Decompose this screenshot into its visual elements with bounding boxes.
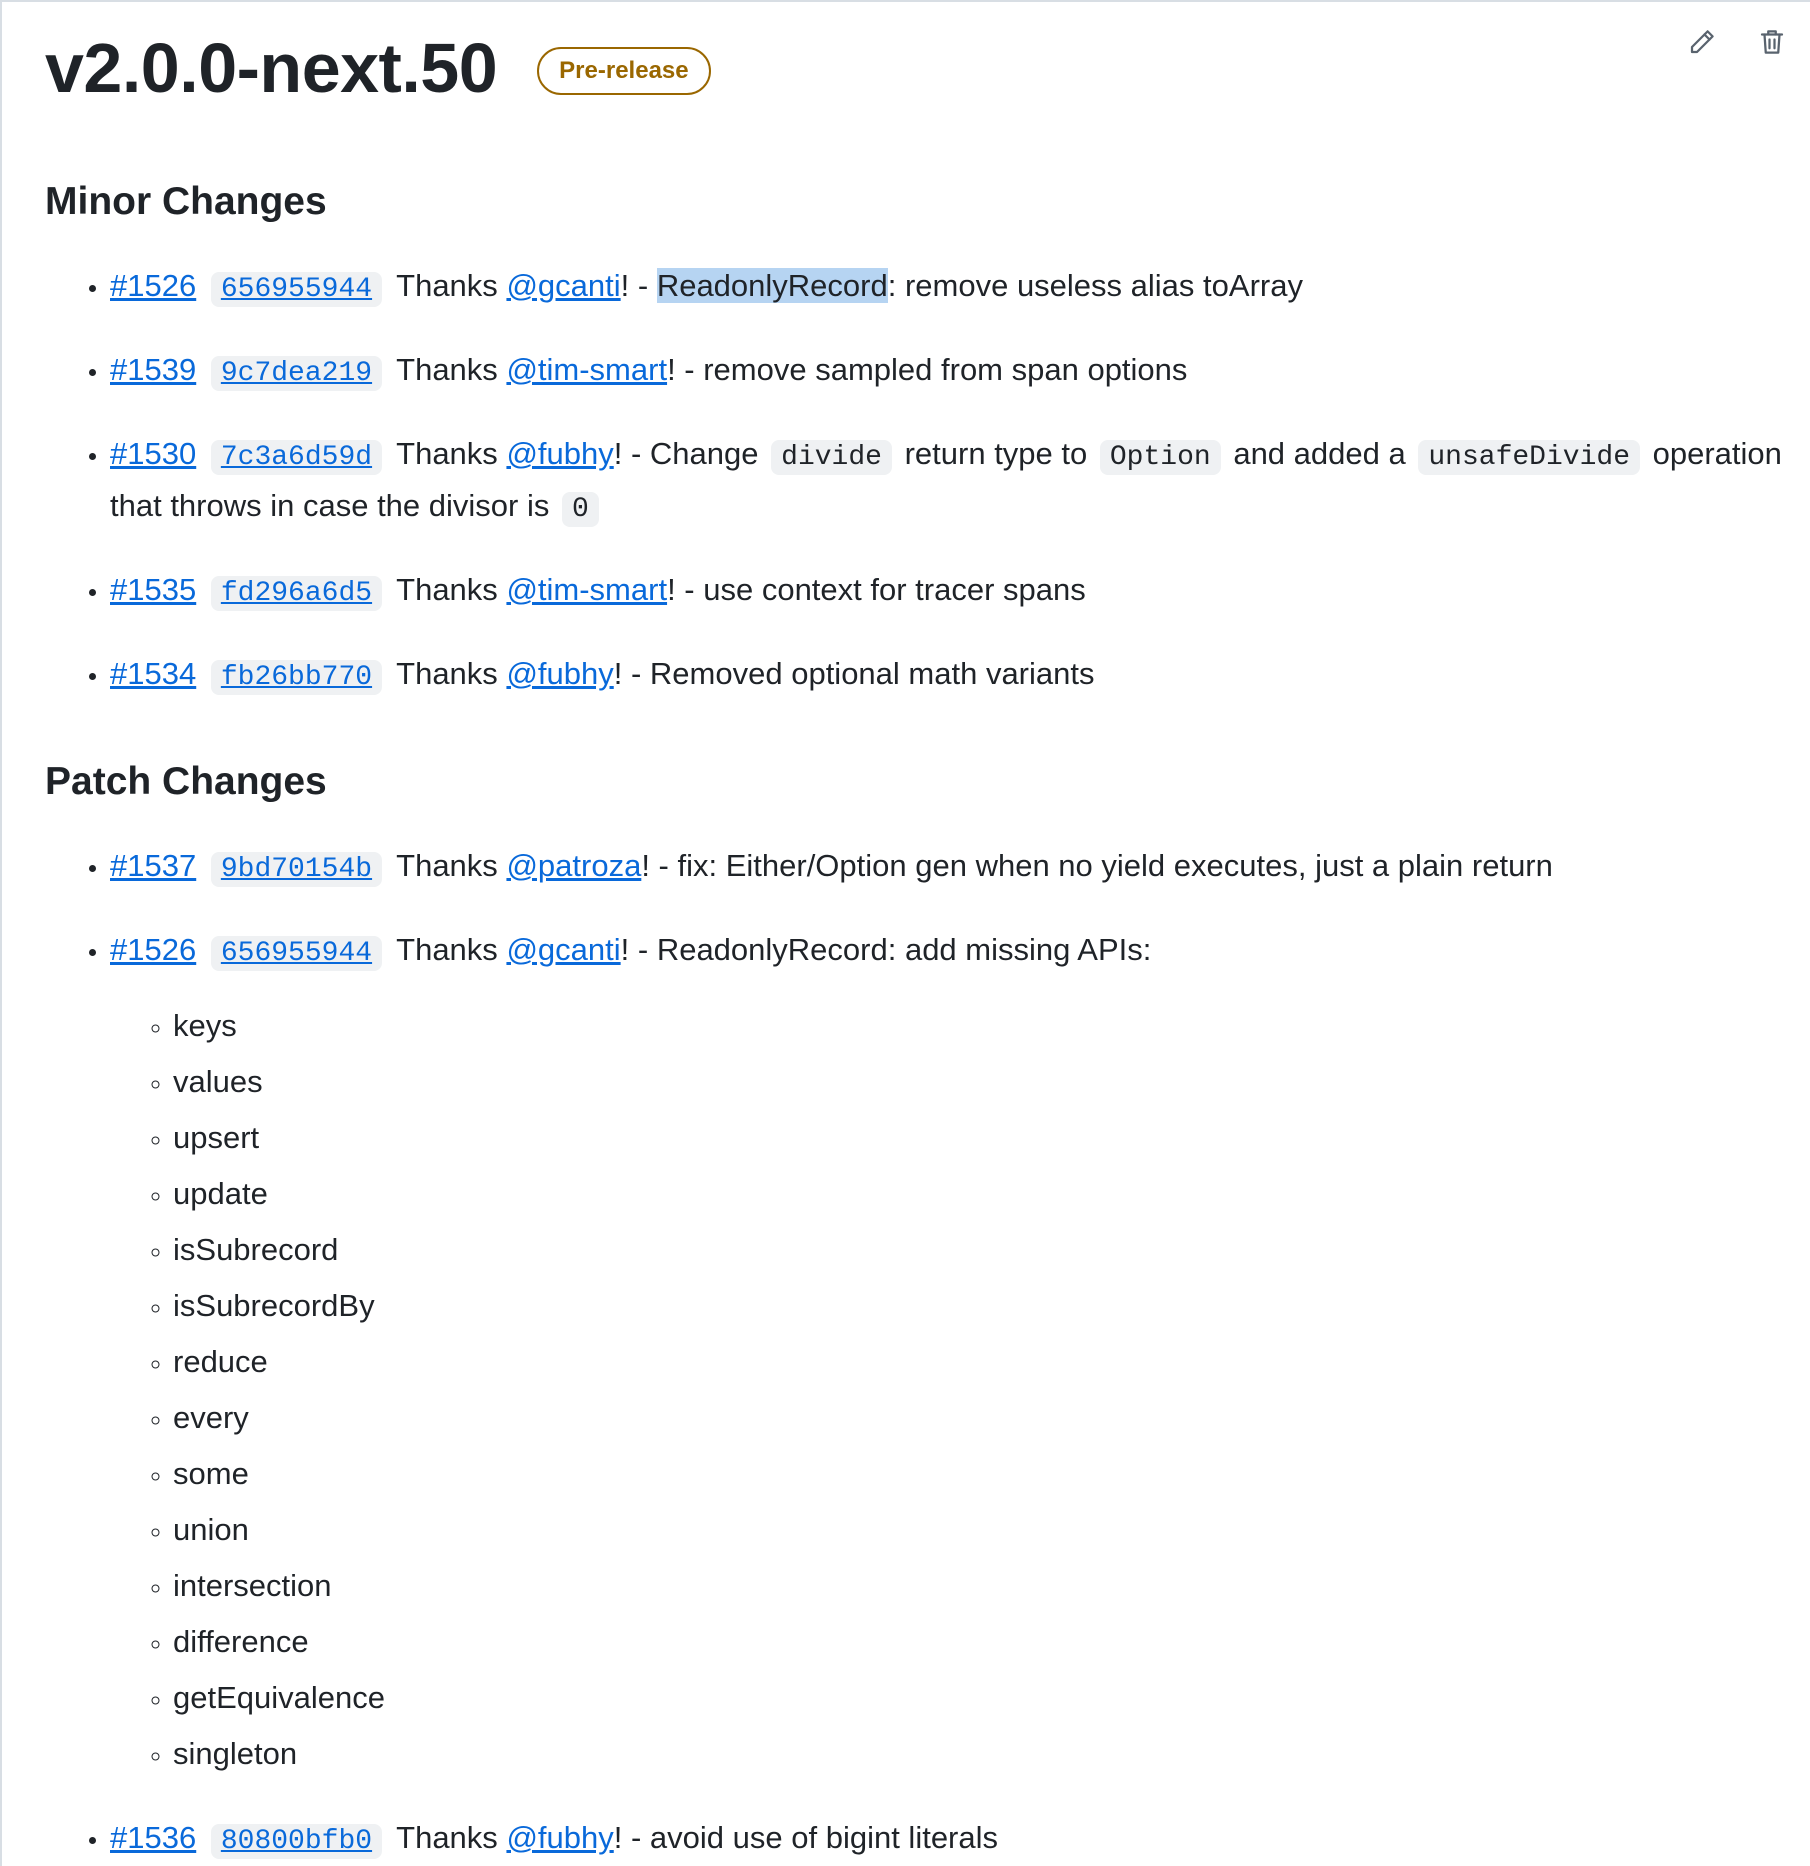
api-item: ◦ upsert: [173, 1110, 1785, 1166]
pr-link[interactable]: #1530: [110, 436, 197, 471]
commit-link[interactable]: 80800bfb0: [211, 1824, 382, 1859]
change-text: : remove useless alias toArray: [887, 268, 1303, 303]
separator: ! -: [620, 268, 657, 303]
change-text: ReadonlyRecord: add missing APIs:: [656, 932, 1152, 967]
api-item: ◦ intersection: [173, 1558, 1785, 1614]
commit-link[interactable]: fd296a6d5: [211, 576, 382, 611]
user-link[interactable]: @fubhy: [506, 656, 614, 691]
release-actions: [1684, 24, 1790, 60]
change-text: remove sampled from span options: [703, 352, 1188, 387]
inline-code: 0: [562, 492, 599, 527]
api-item: ◦ some: [173, 1446, 1785, 1502]
change-text: fix: Either/Option gen when no yield executes, just a plain return: [677, 848, 1553, 883]
thanks-text: Thanks: [396, 436, 498, 471]
change-text: return type to: [904, 436, 1088, 471]
separator: ! -: [613, 1820, 650, 1855]
list-item: [110, 346, 1785, 398]
api-item: ◦ update: [173, 1166, 1785, 1222]
user-link[interactable]: @tim-smart: [506, 352, 668, 387]
change-text: Removed optional math variants: [649, 656, 1095, 691]
api-item: ◦ isSubrecord: [173, 1222, 1785, 1278]
user-link[interactable]: @fubhy: [506, 436, 614, 471]
change-text: and added a: [1233, 436, 1406, 471]
commit-link[interactable]: 7c3a6d59d: [211, 440, 382, 475]
commit-link[interactable]: 656955944: [211, 936, 382, 971]
commit-link[interactable]: 9bd70154b: [211, 852, 382, 887]
api-item: ◦ every: [173, 1390, 1785, 1446]
release-header: [45, 26, 711, 110]
change-text: avoid use of bigint literals: [649, 1820, 999, 1855]
separator: ! -: [620, 932, 657, 967]
separator: ! -: [667, 352, 704, 387]
commit-link[interactable]: fb26bb770: [211, 660, 382, 695]
thanks-text: Thanks: [396, 848, 498, 883]
api-item: ◦ isSubrecordBy: [173, 1278, 1785, 1334]
pr-link[interactable]: #1536: [110, 1820, 197, 1855]
list-item: [110, 842, 1785, 894]
api-item: ◦ keys: [173, 998, 1785, 1054]
separator: ! -: [613, 436, 650, 471]
list-item: [110, 262, 1785, 314]
pencil-icon: [1687, 27, 1717, 57]
separator: ! -: [641, 848, 678, 883]
user-link[interactable]: @patroza: [506, 848, 642, 883]
commit-link[interactable]: 9c7dea219: [211, 356, 382, 391]
delete-button[interactable]: [1754, 24, 1790, 60]
change-text: operation that throws in case the divisor is: [110, 436, 1782, 523]
separator: ! -: [613, 656, 650, 691]
list-item: [110, 566, 1785, 618]
user-link[interactable]: @tim-smart: [506, 572, 668, 607]
inline-code: Option: [1100, 440, 1221, 475]
api-item: ◦ singleton: [173, 1726, 1785, 1782]
api-list: [110, 998, 1785, 1782]
pr-link[interactable]: #1534: [110, 656, 197, 691]
user-link[interactable]: @gcanti: [506, 268, 621, 303]
list-item: [110, 650, 1785, 702]
pr-link[interactable]: #1526: [110, 268, 197, 303]
thanks-text: Thanks: [396, 932, 498, 967]
api-item: ◦ difference: [173, 1614, 1785, 1670]
minor-changes-heading: Minor Changes: [45, 180, 327, 223]
thanks-text: Thanks: [396, 352, 498, 387]
list-item: [110, 430, 1785, 534]
separator: ! -: [667, 572, 704, 607]
change-text: Change: [649, 436, 759, 471]
pr-link[interactable]: #1537: [110, 848, 197, 883]
api-item: ◦ reduce: [173, 1334, 1785, 1390]
commit-link[interactable]: 656955944: [211, 272, 382, 307]
inline-code: unsafeDivide: [1418, 440, 1640, 475]
release-notes: [45, 174, 1785, 1866]
api-item: ◦ getEquivalence: [173, 1670, 1785, 1726]
edit-button[interactable]: [1684, 24, 1720, 60]
trash-icon: [1757, 27, 1787, 57]
inline-code: divide: [771, 440, 892, 475]
user-link[interactable]: @gcanti: [506, 932, 621, 967]
pr-link[interactable]: #1535: [110, 572, 197, 607]
highlighted-text: ReadonlyRecord: [656, 268, 888, 303]
change-text: use context for tracer spans: [703, 572, 1086, 607]
list-item: [110, 1814, 1785, 1866]
pr-link[interactable]: #1539: [110, 352, 197, 387]
thanks-text: Thanks: [396, 268, 498, 303]
patch-changes-heading: Patch Changes: [45, 760, 327, 803]
api-item: ◦ union: [173, 1502, 1785, 1558]
list-item: [110, 926, 1785, 1782]
release-title: v2.0.0-next.50: [45, 29, 498, 107]
patch-changes-list: [45, 842, 1785, 1866]
prerelease-badge: Pre-release: [537, 47, 710, 95]
minor-changes-list: [45, 262, 1785, 702]
pr-link[interactable]: #1526: [110, 932, 197, 967]
thanks-text: Thanks: [396, 1820, 498, 1855]
api-item: ◦ values: [173, 1054, 1785, 1110]
thanks-text: Thanks: [396, 656, 498, 691]
user-link[interactable]: @fubhy: [506, 1820, 614, 1855]
thanks-text: Thanks: [396, 572, 498, 607]
